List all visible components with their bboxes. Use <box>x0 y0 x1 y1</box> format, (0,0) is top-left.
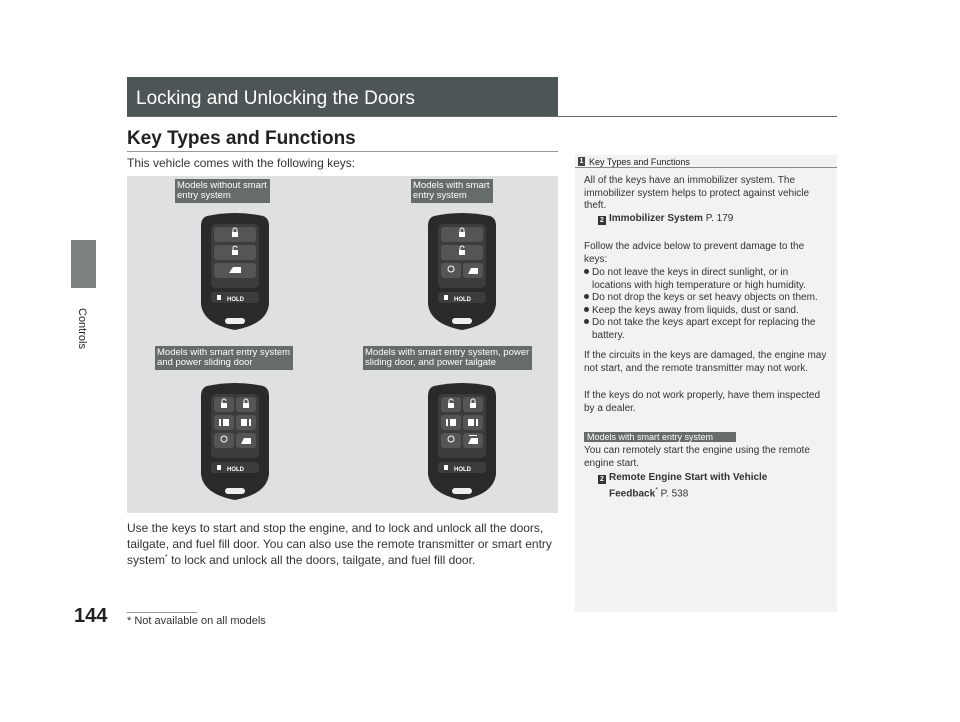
note-rule <box>575 167 837 168</box>
page-number: 144 <box>74 605 108 627</box>
smart-entry-badge: Models with smart entry system <box>584 432 736 442</box>
body-text-part1: Use the keys to start and stop the engine, and to lock and unlock all the doors, tailgate, and fuel fill door. You can also use the remote transmitter or smart entry system <box>127 521 552 567</box>
not-all-models-marker: * <box>165 554 168 561</box>
bullet-icon <box>584 319 589 324</box>
reference-title: Remote Engine Start with Vehicle <box>609 472 768 483</box>
label-smart-entry: Models with smart entry system <box>411 179 493 203</box>
bullet-icon <box>584 294 589 299</box>
key-fob-smart-sliding <box>197 382 273 504</box>
note-bullet <box>584 267 829 292</box>
engine-start-button <box>214 433 234 448</box>
note-bullet <box>584 317 829 342</box>
header-rule <box>127 116 837 117</box>
note-remote-start-reference[interactable] <box>598 472 828 500</box>
section-title: Locking and Unlocking the Doors <box>136 88 415 109</box>
engine-start-button <box>441 433 461 448</box>
label-no-smart-entry: Models without smart entry system <box>175 179 270 203</box>
reference-page: P. 179 <box>702 213 734 224</box>
body-paragraph <box>127 520 559 568</box>
footnote: * Not available on all models <box>127 615 266 627</box>
note-advice-intro: Follow the advice below to prevent damage to the keys: <box>584 241 805 265</box>
key-fob-smart <box>424 212 500 334</box>
label-smart-sliding-tailgate: Models with smart entry system, power sliding door, and power tailgate <box>363 346 532 370</box>
hold-text: HOLD <box>454 467 471 473</box>
reference-arrow-icon: 2 <box>598 216 606 225</box>
note-immobilizer-reference[interactable] <box>598 213 828 226</box>
note-remote-start: You can remotely start the engine using the remote engine start. <box>584 445 810 469</box>
bullet-text: Do not leave the keys in direct sunlight, or in locations with high temperature or high humidity. <box>592 267 806 291</box>
label-smart-sliding: Models with smart entry system and power sliding door <box>155 346 293 370</box>
key-fob-smart-sliding-tailgate <box>424 382 500 504</box>
key-illustration-panel <box>127 176 558 513</box>
chapter-label: Controls <box>76 308 88 349</box>
note-bullet <box>584 305 829 318</box>
note-bullet-list <box>584 267 829 342</box>
note-dealer: If the keys do not work properly, have them inspected by a dealer. <box>584 390 821 414</box>
bullet-text: Do not drop the keys or set heavy objects on them. <box>592 292 818 303</box>
note-marker-icon: 1 <box>579 158 584 165</box>
subsection-rule <box>127 151 558 152</box>
chapter-tab <box>71 240 96 288</box>
note-immobilizer-text: All of the keys have an immobilizer system. The immobilizer system helps to protect against vehicle theft. <box>584 175 810 211</box>
bullet-text: Keep the keys away from liquids, dust or sand. <box>592 304 799 316</box>
note-bullet <box>584 292 829 305</box>
hold-text: HOLD <box>454 297 471 303</box>
note-circuit-damage: If the circuits in the keys are damaged, the engine may not start, and the remote transmitter may not work. <box>584 350 827 374</box>
body-text-part2: to lock and unlock all the doors, tailgate, and fuel fill door. <box>167 553 476 567</box>
key-fob-basic <box>197 212 273 334</box>
reference-title: Immobilizer System <box>609 213 703 224</box>
bullet-icon <box>584 307 589 312</box>
not-all-models-marker: * <box>655 486 658 494</box>
reference-title-cont: Feedback <box>609 487 656 499</box>
reference-arrow-icon: 2 <box>598 475 606 484</box>
engine-start-button <box>441 263 461 278</box>
bullet-icon <box>584 269 589 274</box>
hold-text: HOLD <box>227 297 244 303</box>
subsection-title: Key Types and Functions <box>127 128 356 149</box>
bullet-text: Do not take the keys apart except for replacing the battery. <box>592 317 816 341</box>
intro-text: This vehicle comes with the following keys: <box>127 156 356 170</box>
reference-page: P. 538 <box>657 487 689 499</box>
hold-text: HOLD <box>227 467 244 473</box>
note-heading: Key Types and Functions <box>589 157 690 167</box>
footnote-rule <box>127 612 197 613</box>
